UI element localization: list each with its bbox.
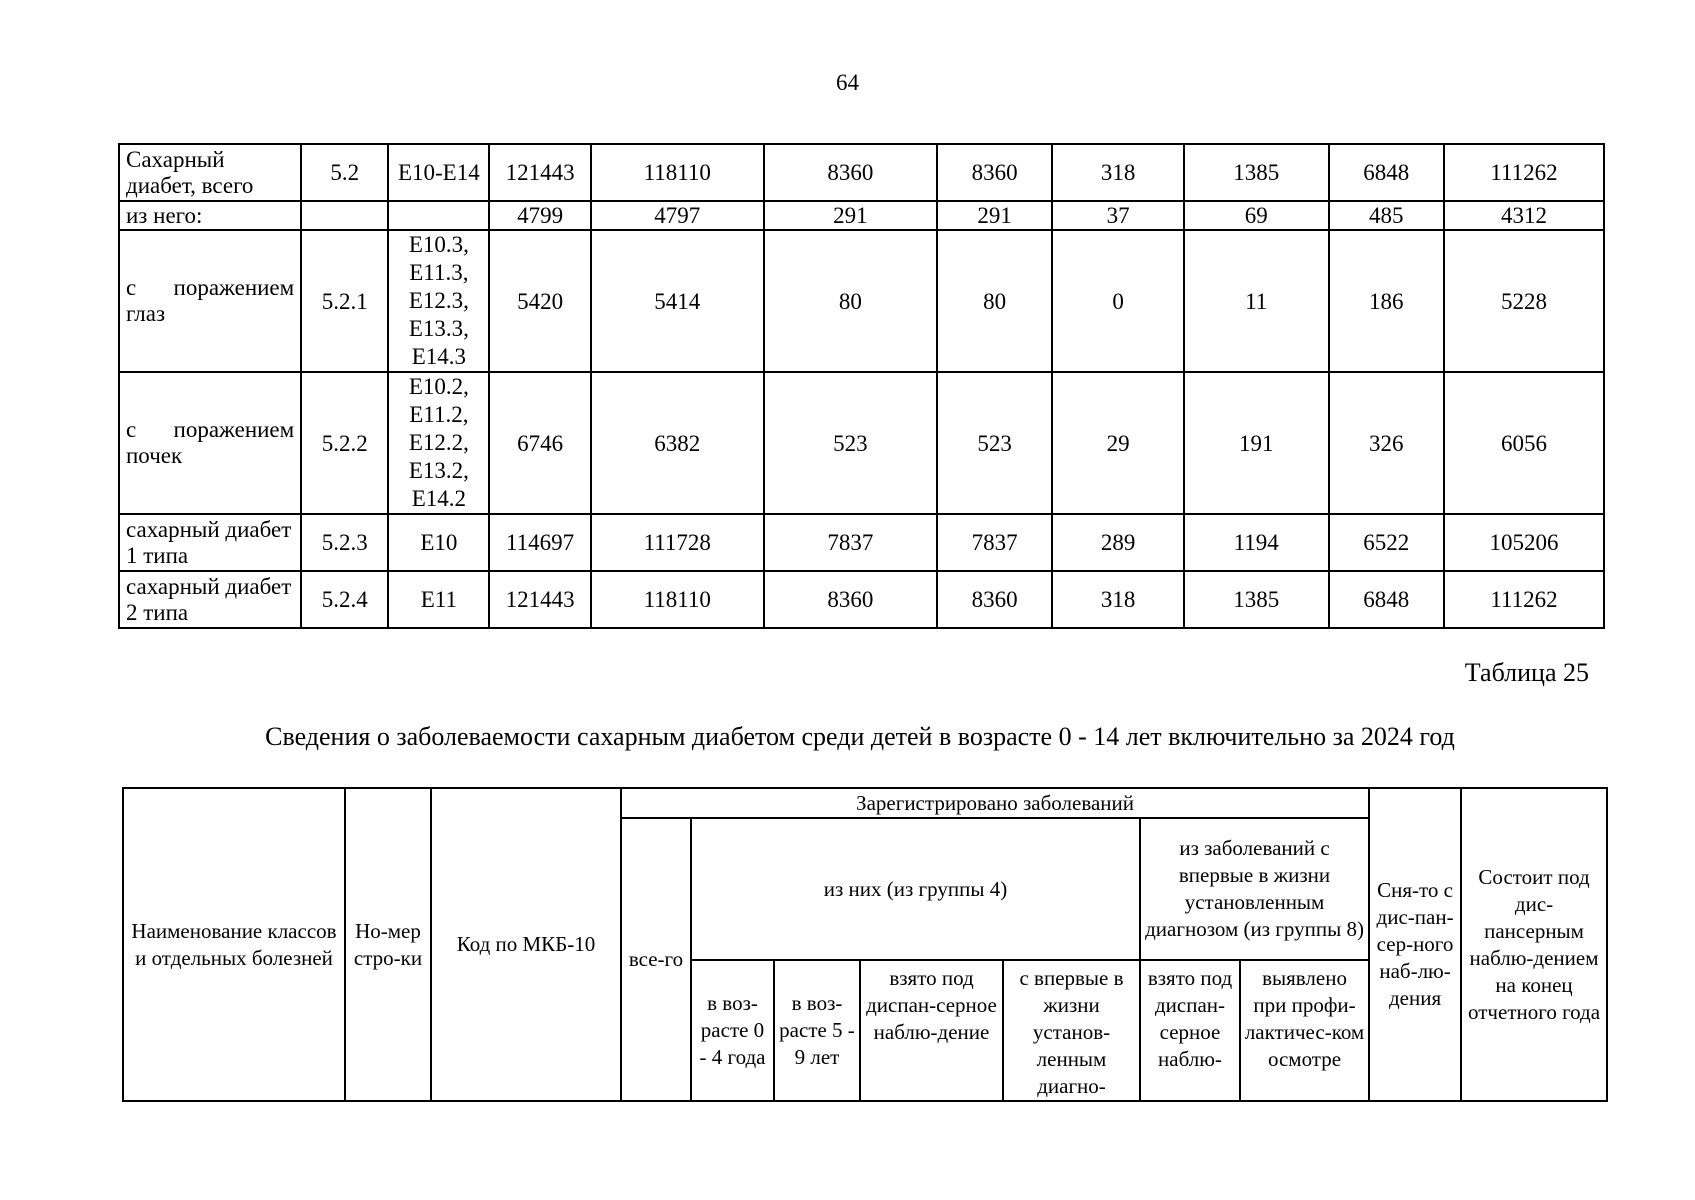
cell: 80: [764, 230, 937, 372]
code-line: Е10.3,: [408, 232, 469, 257]
cell: 186: [1329, 230, 1444, 372]
cell: 6382: [591, 372, 764, 514]
row-code: [388, 201, 489, 230]
row-codes: [388, 372, 489, 514]
row-name: [119, 230, 301, 372]
cell: 121443: [489, 144, 590, 201]
row-name: Сахарный диабет, всего: [119, 144, 301, 201]
cell: 0: [1052, 230, 1184, 372]
row-name-line1: с поражением: [126, 417, 295, 442]
cell: 1194: [1184, 514, 1329, 571]
cell: 29: [1052, 372, 1184, 514]
cell: 191: [1184, 372, 1329, 514]
cell: 6746: [489, 372, 590, 514]
cell: 1385: [1184, 571, 1329, 628]
cell: 105206: [1444, 514, 1604, 571]
cell: 118110: [591, 144, 764, 201]
header-under-observation: Состоит под дис-пансерным наблю-дением на конец отчетного года: [1461, 788, 1607, 1101]
cell: 523: [937, 372, 1052, 514]
cell: 8360: [937, 144, 1052, 201]
row-number: 5.2.3: [301, 514, 388, 571]
cell: 118110: [591, 571, 764, 628]
header-detected: выявлено при профи-лактичес-ком осмотре: [1240, 960, 1369, 1101]
code-line: Е14.2: [411, 486, 467, 511]
code-line: Е14.3: [411, 344, 467, 369]
table-row: [119, 144, 1604, 201]
cell: 291: [764, 201, 937, 230]
cell: 80: [937, 230, 1052, 372]
cell: 6848: [1329, 571, 1444, 628]
cell: 4799: [489, 201, 590, 230]
cell: 11: [1184, 230, 1329, 372]
diabetes-table-continued: [118, 143, 1605, 629]
cell: 8360: [937, 571, 1052, 628]
row-name-line2: глаз: [126, 301, 166, 326]
cell: 523: [764, 372, 937, 514]
table-title: Сведения о заболеваемости сахарным диабетом среди детей в возрасте 0 - 14 лет включительно за 2024 год: [265, 722, 1455, 751]
row-name: сахарный диабет 1 типа: [119, 514, 301, 571]
cell: 291: [937, 201, 1052, 230]
cell: 6848: [1329, 144, 1444, 201]
code-line: Е13.2,: [408, 458, 469, 483]
row-number: 5.2.4: [301, 571, 388, 628]
row-number: 5.2.1: [301, 230, 388, 372]
row-code: Е11: [388, 571, 489, 628]
cell: 69: [1184, 201, 1329, 230]
cell: 6056: [1444, 372, 1604, 514]
header-taken-2: взято под диспан-серное наблю-: [1140, 960, 1240, 1101]
cell: 8360: [764, 571, 937, 628]
cell: 5414: [591, 230, 764, 372]
code-line: Е13.3,: [408, 316, 469, 341]
cell: 318: [1052, 571, 1184, 628]
cell: 326: [1329, 372, 1444, 514]
cell: 4797: [591, 201, 764, 230]
cell: 1385: [1184, 144, 1329, 201]
cell: 7837: [764, 514, 937, 571]
page-number: 64: [836, 70, 859, 95]
table-row: [119, 201, 1604, 230]
row-code: Е10: [388, 514, 489, 571]
cell: 111262: [1444, 144, 1604, 201]
cell: 5420: [489, 230, 590, 372]
cell: 8360: [764, 144, 937, 201]
cell: 121443: [489, 571, 590, 628]
code-line: Е11.3,: [409, 260, 469, 285]
row-name: [119, 372, 301, 514]
children-diabetes-table-header: [122, 787, 1608, 1102]
table-row: [119, 571, 1604, 628]
cell: 7837: [937, 514, 1052, 571]
table-row: [119, 372, 1604, 514]
header-of-them: из них (из группы 4): [691, 818, 1140, 960]
row-number: [301, 201, 388, 230]
row-name-line1: с поражением: [126, 275, 295, 300]
cell: 289: [1052, 514, 1184, 571]
cell: 6522: [1329, 514, 1444, 571]
header-age-0-4: в воз-расте 0 - 4 года: [691, 960, 774, 1101]
row-name: из него:: [119, 201, 301, 230]
code-line: Е12.2,: [408, 430, 469, 455]
code-line: Е11.2,: [409, 402, 469, 427]
cell: 485: [1329, 201, 1444, 230]
header-removed: Сня-то с дис-пан-сер-ного наб-лю-дения: [1369, 788, 1461, 1101]
table-row: [119, 514, 1604, 571]
cell: 5228: [1444, 230, 1604, 372]
header-name: Наименование классов и отдельных болезней: [123, 788, 345, 1101]
header-first-time: из заболеваний с впервые в жизни установленным диагнозом (из группы 8): [1140, 818, 1369, 960]
header-taken: взято под диспан-серное наблю-дение: [860, 960, 1003, 1101]
cell: 37: [1052, 201, 1184, 230]
row-number: 5.2: [301, 144, 388, 201]
header-row-number: Но-мер стро-ки: [345, 788, 431, 1101]
row-number: 5.2.2: [301, 372, 388, 514]
header-age-5-9: в воз-расте 5 - 9 лет: [774, 960, 860, 1101]
row-codes: [388, 230, 489, 372]
header-code: Код по МКБ-10: [431, 788, 621, 1101]
table-row: [119, 230, 1604, 372]
cell: 114697: [489, 514, 590, 571]
header-total: все-го: [621, 818, 691, 1101]
row-code: Е10-Е14: [388, 144, 489, 201]
cell: 111262: [1444, 571, 1604, 628]
code-line: Е10.2,: [408, 374, 469, 399]
header-first-diagnosis: с впервые в жизни установ-ленным диагно-: [1003, 960, 1140, 1101]
code-line: Е12.3,: [408, 288, 469, 313]
table-caption: Таблица 25: [1464, 658, 1589, 687]
cell: 111728: [591, 514, 764, 571]
row-name: сахарный диабет 2 типа: [119, 571, 301, 628]
cell: 318: [1052, 144, 1184, 201]
header-registered: Зарегистрировано заболеваний: [621, 788, 1369, 818]
row-name-line2: почек: [126, 443, 183, 468]
cell: 4312: [1444, 201, 1604, 230]
